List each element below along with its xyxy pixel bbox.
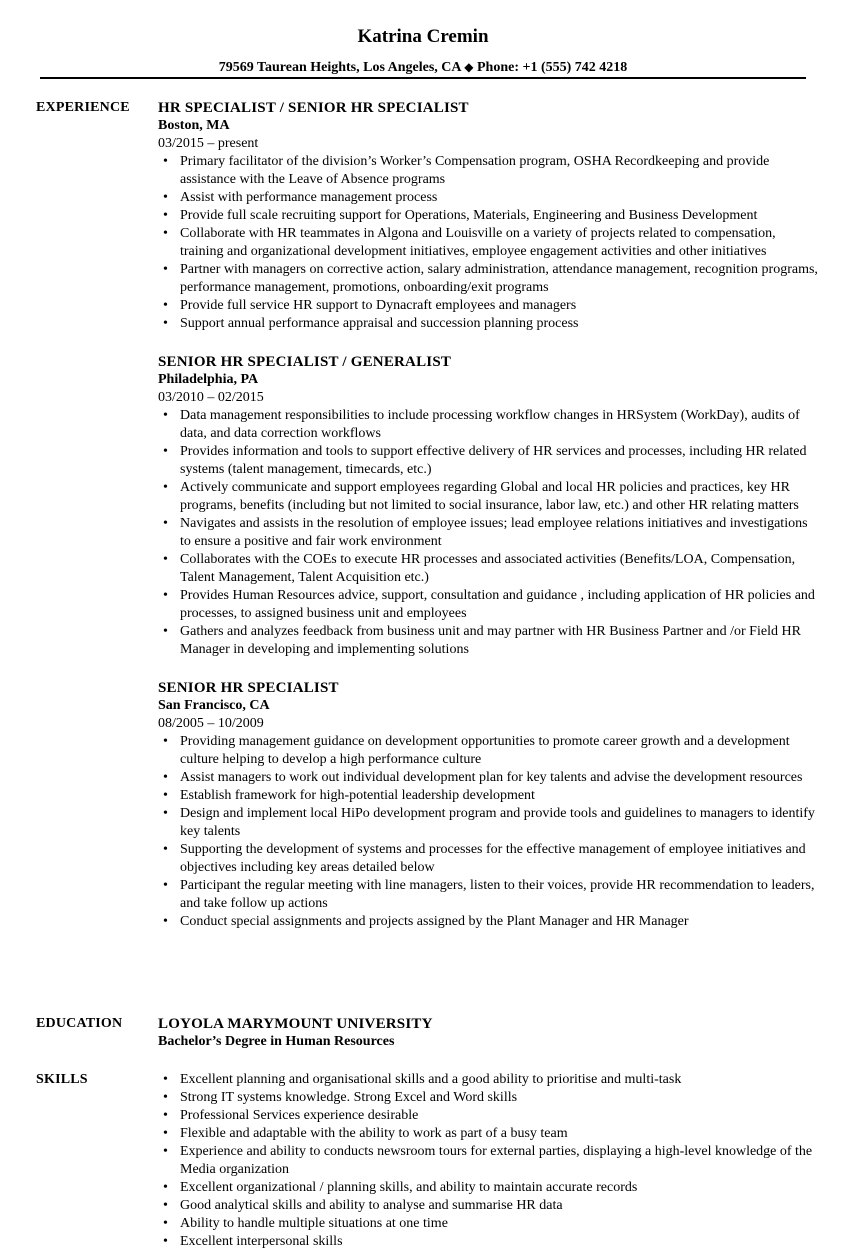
school-name: LOYOLA MARYMOUNT UNIVERSITY — [158, 1016, 433, 1032]
header-divider — [40, 77, 806, 79]
job-title: HR SPECIALIST / SENIOR HR SPECIALIST — [158, 100, 469, 116]
skill-item: • Experience and ability to conducts newsroom tours for external parties, displaying a high-level knowledge of the Media organization — [180, 1143, 818, 1179]
skills-label: SKILLS — [36, 1072, 88, 1087]
phone: Phone: +1 (555) 742 4218 — [476, 60, 628, 75]
job-entry — [158, 99, 818, 333]
job-duties — [158, 153, 818, 333]
duty-item: • Collaborate with HR teammates in Algona and Louisville on a variety of projects related to compensation, training and organizational development initiatives, employee engagement activities and other initiatives — [180, 225, 818, 261]
duty-item: • Collaborates with the COEs to execute HR processes and associated activities (Benefits/LOA, Compensation, Talent Management, Talent Acquisition etc.) — [180, 551, 818, 587]
job-title: SENIOR HR SPECIALIST / GENERALIST — [158, 354, 452, 370]
job-entry — [158, 679, 818, 931]
skills-list — [158, 1071, 818, 1251]
job-dates: 08/2005 – 10/2009 — [158, 716, 264, 731]
job-duties — [158, 733, 818, 931]
experience-label: EXPERIENCE — [36, 100, 130, 115]
skill-item: • Excellent planning and organisational skills and a good ability to prioritise and multi-task — [180, 1071, 818, 1089]
duty-item: • Conduct special assignments and projects assigned by the Plant Manager and HR Manager — [180, 913, 818, 931]
duty-item: • Navigates and assists in the resolution of employee issues; lead employee relations initiatives and investigations to ensure a positive and fair work environment — [180, 515, 818, 551]
duty-item: • Design and implement local HiPo development program and provide tools and guidelines to managers to identify key talents — [180, 805, 818, 841]
education-label: EDUCATION — [36, 1016, 123, 1031]
candidate-name: Katrina Cremin — [357, 26, 489, 47]
skill-item: • Professional Services experience desirable — [180, 1107, 818, 1125]
duty-item: • Data management responsibilities to include processing workflow changes in HRSystem (WorkDay), audits of data, and data correction workflows — [180, 407, 818, 443]
skill-item: • Flexible and adaptable with the ability to work as part of a busy team — [180, 1125, 818, 1143]
skill-item: • Excellent interpersonal skills — [180, 1233, 818, 1251]
skill-item: • Excellent organizational / planning skills, and ability to maintain accurate records — [180, 1179, 818, 1197]
duty-item: • Actively communicate and support employees regarding Global and local HR policies and practices, key HR programs, benefits (including but not limited to social insurance, labor law, etc.) and other HR relating matters — [180, 479, 818, 515]
experience-body — [158, 99, 818, 951]
duty-item: • Assist with performance management process — [180, 189, 818, 207]
duty-item: • Gathers and analyzes feedback from business unit and may partner with HR Business Partner and /or Field HR Manager in developing and implementing solutions — [180, 623, 818, 659]
skills-body — [158, 1071, 818, 1251]
degree: Bachelor’s Degree in Human Resources — [158, 1034, 395, 1049]
job-location: Boston, MA — [158, 118, 230, 133]
duty-item: • Provides Human Resources advice, support, consultation and guidance , including application of HR policies and processes, to assigned business unit and employees — [180, 587, 818, 623]
separator-diamond: ◆ — [464, 60, 474, 74]
duty-item: • Participant the regular meeting with line managers, listen to their voices, provide HR recommendation to leaders, and take follow up actions — [180, 877, 818, 913]
education-body — [158, 1015, 818, 1051]
skill-item: • Good analytical skills and ability to analyse and summarise HR data — [180, 1197, 818, 1215]
duty-item: • Partner with managers on corrective action, salary administration, attendance management, recognition programs, performance management, promotions, onboarding/exit programs — [180, 261, 818, 297]
skill-item: • Ability to handle multiple situations at one time — [180, 1215, 818, 1233]
job-location: Philadelphia, PA — [158, 372, 259, 387]
job-dates: 03/2010 – 02/2015 — [158, 390, 264, 405]
duty-item: • Providing management guidance on development opportunities to promote career growth and a development culture helping to develop a high performance culture — [180, 733, 818, 769]
duty-item: • Provide full service HR support to Dynacraft employees and managers — [180, 297, 818, 315]
job-duties — [158, 407, 818, 659]
duty-item: • Provides information and tools to support effective delivery of HR services and processes, including HR related systems (talent management, timecards, etc.) — [180, 443, 818, 479]
duty-item: • Assist managers to work out individual development plan for key talents and advise the development resources — [180, 769, 818, 787]
duty-item: • Supporting the development of systems and processes for the effective management of employee initiatives and objectives including key areas detailed below — [180, 841, 818, 877]
job-dates: 03/2015 – present — [158, 136, 259, 151]
duty-item: • Primary facilitator of the division’s Worker’s Compensation program, OSHA Recordkeeping and provide assistance with the Leave of Absence programs — [180, 153, 818, 189]
duty-item: • Establish framework for high-potential leadership development — [180, 787, 818, 805]
job-location: San Francisco, CA — [158, 698, 270, 713]
job-title: SENIOR HR SPECIALIST — [158, 680, 339, 696]
job-entry — [158, 353, 818, 659]
contact-line — [0, 59, 846, 76]
address: 79569 Taurean Heights, Los Angeles, CA — [218, 60, 461, 75]
skill-item: • Strong IT systems knowledge. Strong Excel and Word skills — [180, 1089, 818, 1107]
duty-item: • Support annual performance appraisal and succession planning process — [180, 315, 818, 333]
duty-item: • Provide full scale recruiting support for Operations, Materials, Engineering and Business Development — [180, 207, 818, 225]
